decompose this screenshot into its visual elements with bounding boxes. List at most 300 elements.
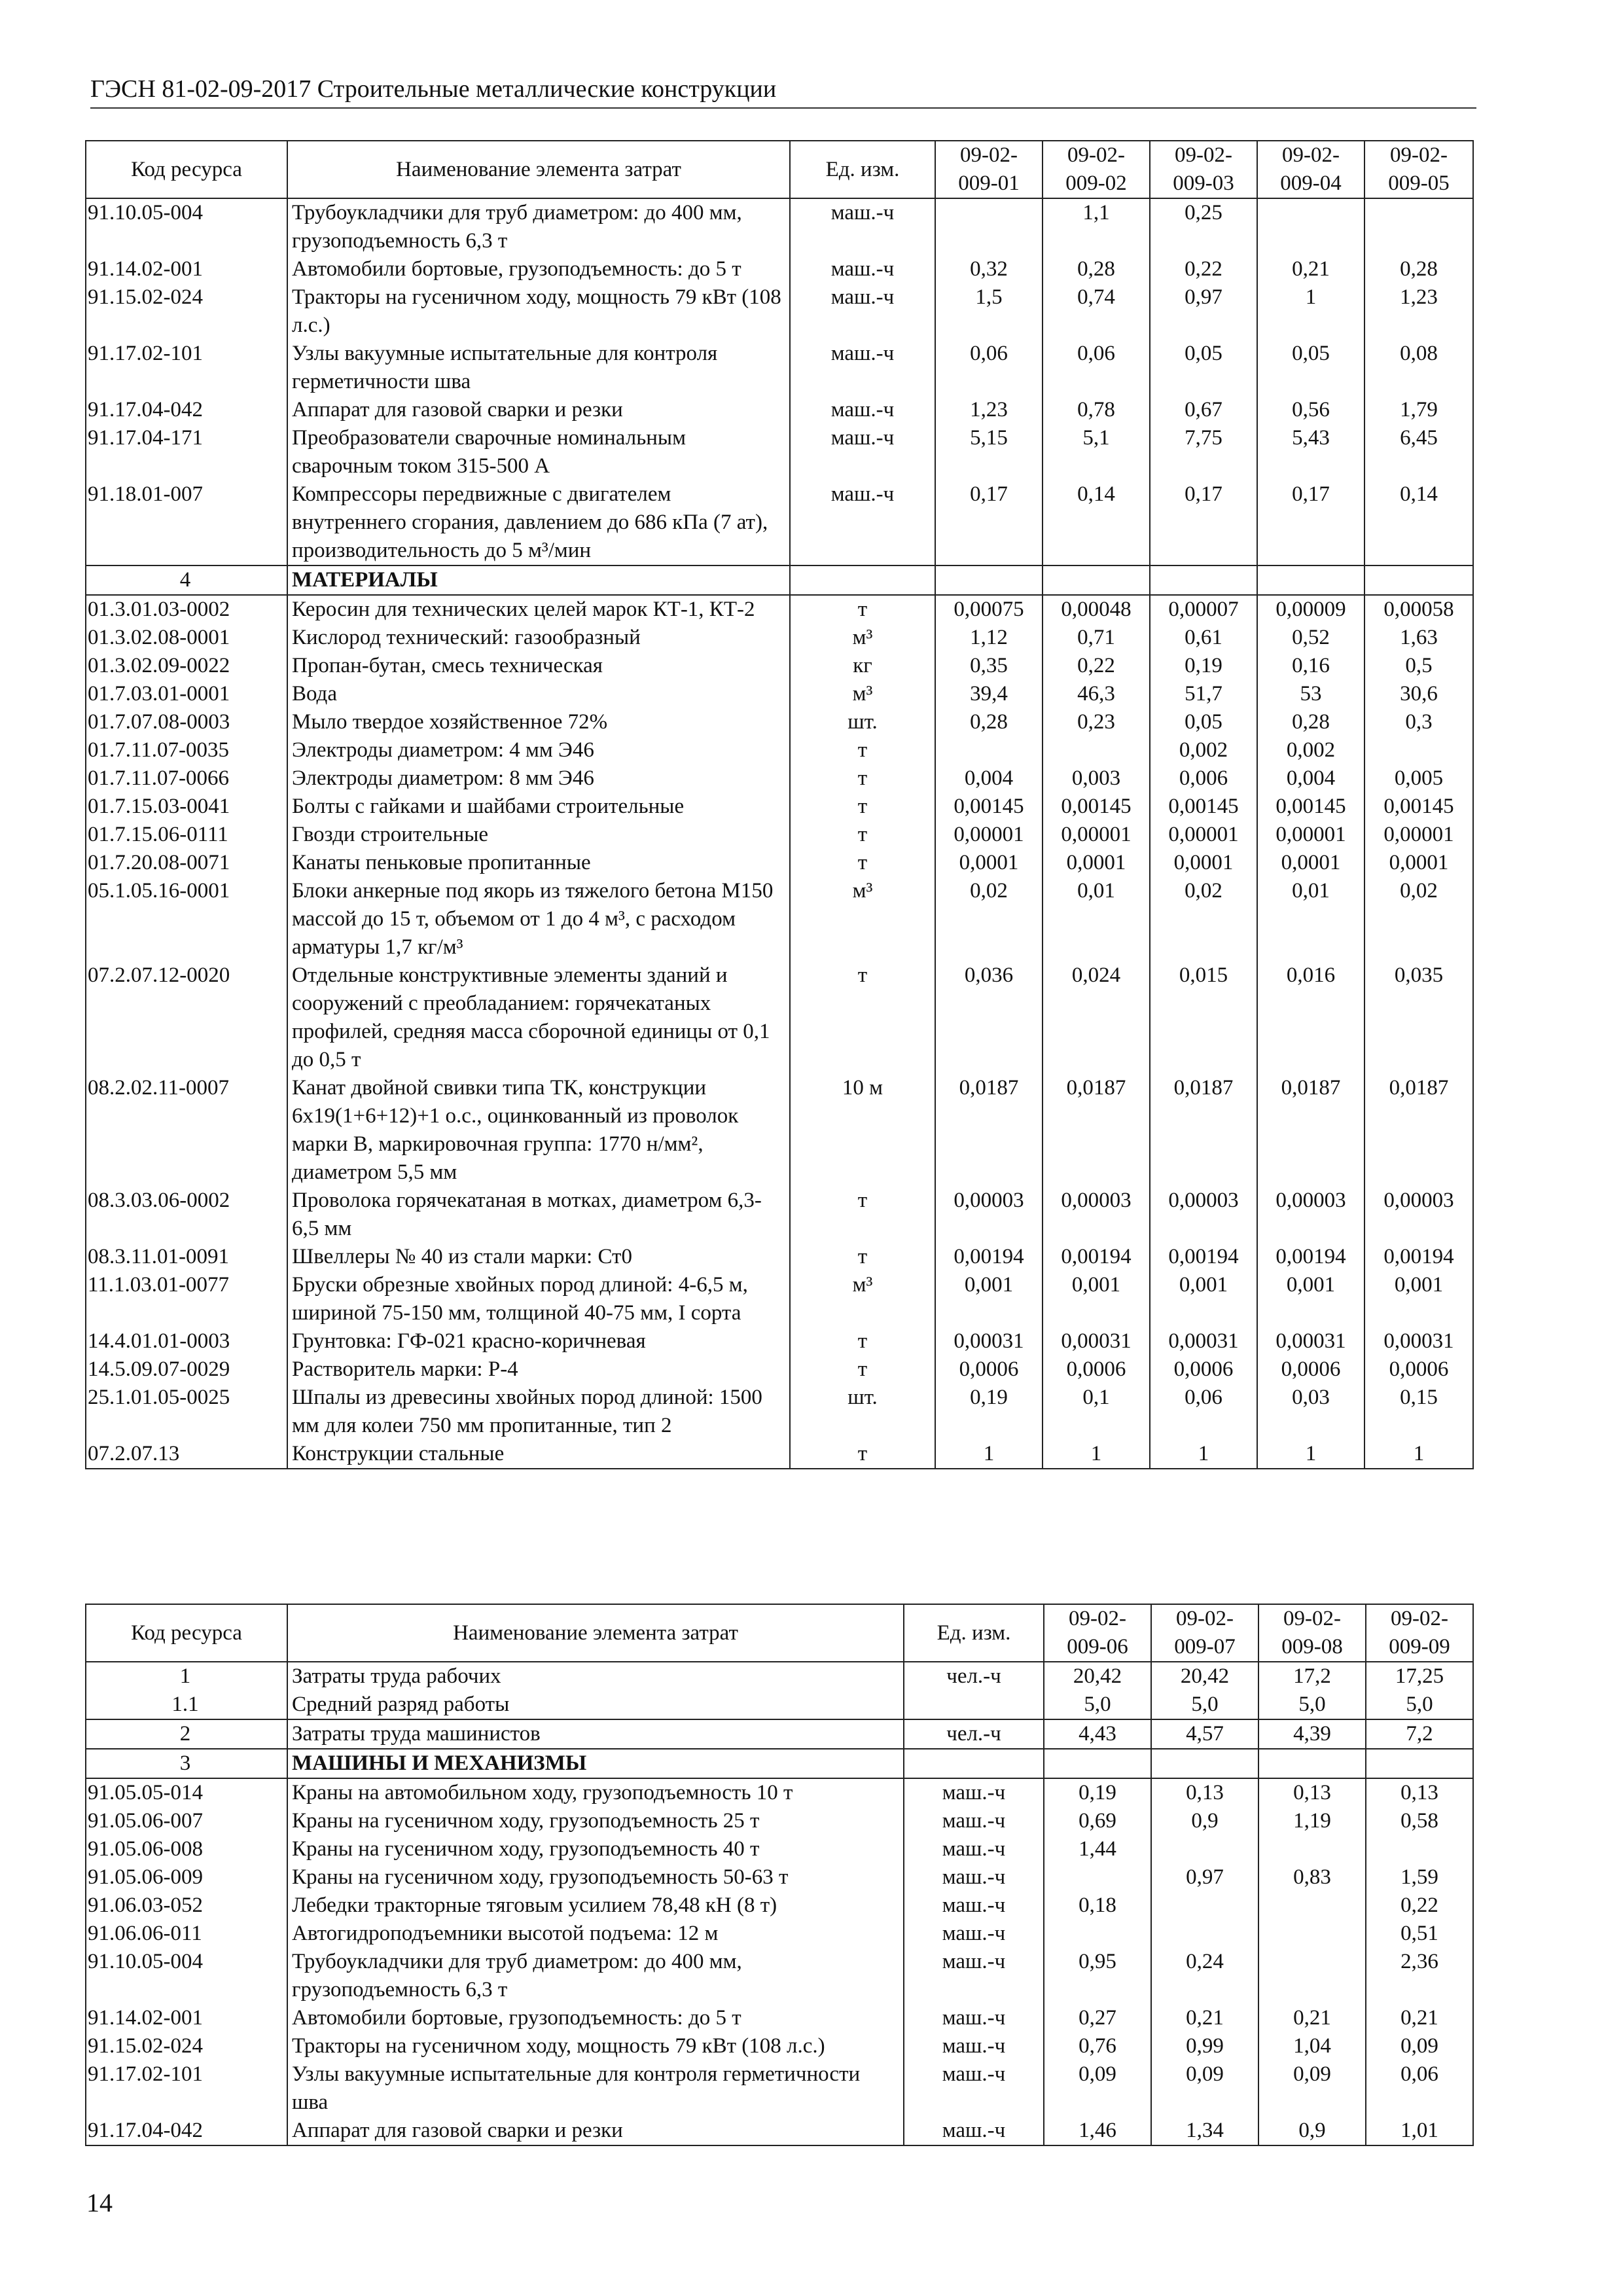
value-cell: 5,0 [1044, 1691, 1151, 1719]
value-cell [1257, 565, 1364, 595]
table-row [86, 198, 1473, 255]
resource-name-cell: Краны на автомобильном ходу, грузоподъемность 10 т [287, 1778, 904, 1807]
value-cell: 0,23 [1043, 708, 1150, 736]
resource-code-cell: 91.05.06-009 [86, 1863, 287, 1892]
value-cell: 0,9 [1258, 2117, 1366, 2145]
value-cell: 0,25 [1150, 198, 1257, 255]
value-cell: 1,23 [1364, 283, 1473, 340]
unit-cell: м³ [790, 1271, 935, 1327]
value-cell: 0,00145 [1043, 793, 1150, 821]
value-cell: 0,00145 [1150, 793, 1257, 821]
value-cell: 0,21 [1258, 2004, 1366, 2032]
value-cell: 0,015 [1150, 961, 1257, 1074]
value-cell [1151, 1749, 1258, 1778]
resource-name-cell: Преобразователи сварочные номинальным сварочным током 315-500 А [287, 424, 790, 480]
value-cell: 0,001 [1364, 1271, 1473, 1327]
value-cell: 46,3 [1043, 680, 1150, 708]
value-cell: 0,99 [1151, 2032, 1258, 2060]
resource-name-cell: Канат двойной свивки типа ТК, конструкции 6x19(1+6+12)+1 о.с., оцинкованный из проволок марки В, маркировочная группа: 1770 н/мм², диаметром 5,5 мм [287, 1074, 790, 1187]
table-row [86, 1719, 1473, 1749]
value-cell: 0,00194 [935, 1243, 1043, 1271]
table-row [86, 1892, 1473, 1920]
value-cell: 0,22 [1150, 255, 1257, 283]
header-column: 09-02- 009-09 [1366, 1604, 1473, 1662]
value-cell: 0,0006 [935, 1355, 1043, 1384]
resource-code-cell: 91.18.01-007 [86, 480, 287, 565]
value-cell: 1 [1043, 1440, 1150, 1469]
table-row [86, 680, 1473, 708]
unit-cell: маш.-ч [790, 396, 935, 424]
value-cell: 0,51 [1366, 1920, 1473, 1948]
unit-cell: маш.-ч [790, 255, 935, 283]
unit-cell: маш.-ч [790, 424, 935, 480]
resource-code-cell: 01.3.01.03-0002 [86, 595, 287, 624]
value-cell: 0,0187 [1150, 1074, 1257, 1187]
value-cell: 17,2 [1258, 1662, 1366, 1691]
value-cell [1151, 1892, 1258, 1920]
value-cell: 0,09 [1366, 2032, 1473, 2060]
page-number: 14 [86, 2188, 113, 2217]
resource-name-cell: Гвозди строительные [287, 821, 790, 849]
unit-cell: т [790, 821, 935, 849]
value-cell: 0,78 [1043, 396, 1150, 424]
value-cell: 1,46 [1044, 2117, 1151, 2145]
resource-code-cell: 2 [86, 1719, 287, 1749]
table-row [86, 1271, 1473, 1327]
value-cell: 0,19 [1150, 652, 1257, 680]
resource-code-cell: 01.7.11.07-0035 [86, 736, 287, 764]
header-column: 09-02- 009-03 [1150, 141, 1257, 198]
table-row [86, 1187, 1473, 1243]
resource-code-cell: 01.7.11.07-0066 [86, 764, 287, 793]
value-cell: 0,22 [1366, 1892, 1473, 1920]
table-body [86, 1662, 1473, 2145]
value-cell: 0,00194 [1257, 1243, 1364, 1271]
header-column: 09-02- 009-01 [935, 141, 1043, 198]
value-cell: 0,06 [935, 340, 1043, 396]
resource-name-cell: Автомобили бортовые, грузоподъемность: до 5 т [287, 255, 790, 283]
table-row [86, 255, 1473, 283]
resource-name-cell: Трубоукладчики для труб диаметром: до 400 мм, грузоподъемность 6,3 т [287, 1948, 904, 2004]
value-cell: 0,21 [1257, 255, 1364, 283]
unit-cell [790, 565, 935, 595]
unit-cell [904, 1749, 1044, 1778]
value-cell: 0,19 [1044, 1778, 1151, 1807]
value-cell: 0,00194 [1150, 1243, 1257, 1271]
table-row [86, 480, 1473, 565]
resource-code-cell: 01.7.07.08-0003 [86, 708, 287, 736]
table-row [86, 1920, 1473, 1948]
table-row [86, 849, 1473, 877]
value-cell [1151, 1835, 1258, 1863]
value-cell: 1,12 [935, 624, 1043, 652]
resource-name-cell: Затраты труда рабочих [287, 1662, 904, 1691]
resource-table-2 [85, 1604, 1474, 2146]
value-cell [1258, 1749, 1366, 1778]
value-cell: 1,19 [1258, 1807, 1366, 1835]
resource-name-cell: Автогидроподъемники высотой подъема: 12 м [287, 1920, 904, 1948]
table-row [86, 821, 1473, 849]
unit-cell: маш.-ч [904, 1835, 1044, 1863]
value-cell [1364, 736, 1473, 764]
value-cell: 0,024 [1043, 961, 1150, 1074]
table-row [86, 1948, 1473, 2004]
table-row [86, 595, 1473, 624]
value-cell: 0,001 [935, 1271, 1043, 1327]
resource-name-cell: Электроды диаметром: 4 мм Э46 [287, 736, 790, 764]
value-cell: 5,0 [1151, 1691, 1258, 1719]
value-cell: 0,16 [1257, 652, 1364, 680]
resource-code-cell: 14.4.01.01-0003 [86, 1327, 287, 1355]
table-header-row [86, 1604, 1473, 1662]
resource-name-cell: Электроды диаметром: 8 мм Э46 [287, 764, 790, 793]
header-unit: Ед. изм. [790, 141, 935, 198]
value-cell [1044, 1920, 1151, 1948]
value-cell: 1,63 [1364, 624, 1473, 652]
value-cell [1364, 198, 1473, 255]
header-column: 09-02- 009-05 [1364, 141, 1473, 198]
value-cell: 0,001 [1043, 1271, 1150, 1327]
value-cell: 1 [935, 1440, 1043, 1469]
resource-code-cell: 91.10.05-004 [86, 198, 287, 255]
value-cell: 39,4 [935, 680, 1043, 708]
unit-cell: маш.-ч [790, 480, 935, 565]
resource-code-cell: 05.1.05.16-0001 [86, 877, 287, 961]
resource-name-cell: Тракторы на гусеничном ходу, мощность 79 кВт (108 л.с.) [287, 2032, 904, 2060]
resource-code-cell: 91.15.02-024 [86, 2032, 287, 2060]
value-cell: 5,0 [1258, 1691, 1366, 1719]
resource-code-cell: 11.1.03.01-0077 [86, 1271, 287, 1327]
value-cell: 0,0006 [1150, 1355, 1257, 1384]
value-cell: 6,45 [1364, 424, 1473, 480]
unit-cell: маш.-ч [904, 2117, 1044, 2145]
value-cell: 0,00009 [1257, 595, 1364, 624]
value-cell: 0,9 [1151, 1807, 1258, 1835]
table-row [86, 793, 1473, 821]
value-cell: 1 [1257, 1440, 1364, 1469]
table-row [86, 1327, 1473, 1355]
value-cell: 0,035 [1364, 961, 1473, 1074]
value-cell: 0,28 [1364, 255, 1473, 283]
resource-code-cell: 08.2.02.11-0007 [86, 1074, 287, 1187]
value-cell: 0,5 [1364, 652, 1473, 680]
resource-table-1 [85, 140, 1474, 1469]
table-row [86, 736, 1473, 764]
header-code: Код ресурса [86, 1604, 287, 1662]
value-cell: 1 [1150, 1440, 1257, 1469]
value-cell: 1,79 [1364, 396, 1473, 424]
table-row [86, 1778, 1473, 1807]
unit-cell: т [790, 595, 935, 624]
value-cell: 0,002 [1150, 736, 1257, 764]
unit-cell: маш.-ч [904, 2060, 1044, 2117]
table-row [86, 1440, 1473, 1469]
header-column: 09-02- 009-02 [1043, 141, 1150, 198]
value-cell: 0,00031 [1043, 1327, 1150, 1355]
value-cell: 0,00003 [1364, 1187, 1473, 1243]
value-cell [1044, 1863, 1151, 1892]
value-cell: 0,001 [1150, 1271, 1257, 1327]
table-row [86, 424, 1473, 480]
value-cell [1151, 1920, 1258, 1948]
value-cell: 0,15 [1364, 1384, 1473, 1440]
resource-code-cell: 91.05.06-008 [86, 1835, 287, 1863]
table-row [86, 652, 1473, 680]
resource-code-cell: 1.1 [86, 1691, 287, 1719]
value-cell: 0,0006 [1257, 1355, 1364, 1384]
unit-cell: маш.-ч [904, 2032, 1044, 2060]
value-cell: 7,75 [1150, 424, 1257, 480]
table-row [86, 1355, 1473, 1384]
value-cell: 0,00007 [1150, 595, 1257, 624]
table-row [86, 340, 1473, 396]
value-cell: 0,05 [1150, 708, 1257, 736]
value-cell: 1,34 [1151, 2117, 1258, 2145]
value-cell: 0,005 [1364, 764, 1473, 793]
resource-name-cell: Тракторы на гусеничном ходу, мощность 79 кВт (108 л.с.) [287, 283, 790, 340]
value-cell: 17,25 [1366, 1662, 1473, 1691]
value-cell: 0,52 [1257, 624, 1364, 652]
value-cell: 0,00031 [1150, 1327, 1257, 1355]
unit-cell: маш.-ч [904, 1807, 1044, 1835]
value-cell: 53 [1257, 680, 1364, 708]
table-row [86, 2117, 1473, 2145]
value-cell: 0,13 [1151, 1778, 1258, 1807]
table-row [86, 283, 1473, 340]
value-cell: 0,21 [1151, 2004, 1258, 2032]
unit-cell: чел.-ч [904, 1719, 1044, 1749]
value-cell: 0,74 [1043, 283, 1150, 340]
unit-cell: маш.-ч [790, 340, 935, 396]
value-cell: 0,036 [935, 961, 1043, 1074]
value-cell: 0,0001 [1150, 849, 1257, 877]
value-cell: 1 [1257, 283, 1364, 340]
value-cell: 0,17 [1150, 480, 1257, 565]
resource-name-cell: Блоки анкерные под якорь из тяжелого бетона М150 массой до 15 т, объемом от 1 до 4 м³, с расходом арматуры 1,7 кг/м³ [287, 877, 790, 961]
value-cell: 0,14 [1043, 480, 1150, 565]
resource-name-cell: Аппарат для газовой сварки и резки [287, 2117, 904, 2145]
value-cell: 0,32 [935, 255, 1043, 283]
value-cell: 0,0187 [935, 1074, 1043, 1187]
header-column: 09-02- 009-04 [1257, 141, 1364, 198]
unit-cell: т [790, 1187, 935, 1243]
resource-name-cell: Кислород технический: газообразный [287, 624, 790, 652]
value-cell: 0,67 [1150, 396, 1257, 424]
value-cell: 0,0187 [1364, 1074, 1473, 1187]
value-cell: 0,28 [1043, 255, 1150, 283]
unit-cell: т [790, 1327, 935, 1355]
resource-name-cell: Компрессоры передвижные с двигателем внутреннего сгорания, давлением до 686 кПа (7 ат), производительность до 5 м³/мин [287, 480, 790, 565]
table-row [86, 1807, 1473, 1835]
value-cell: 0,00048 [1043, 595, 1150, 624]
resource-code-cell: 91.06.06-011 [86, 1920, 287, 1948]
value-cell: 0,00001 [1364, 821, 1473, 849]
resource-code-cell: 1 [86, 1662, 287, 1691]
value-cell: 1,44 [1044, 1835, 1151, 1863]
resource-code-cell: 25.1.01.05-0025 [86, 1384, 287, 1440]
value-cell: 5,43 [1257, 424, 1364, 480]
value-cell [935, 198, 1043, 255]
value-cell: 0,00001 [1257, 821, 1364, 849]
value-cell: 0,95 [1044, 1948, 1151, 2004]
resource-code-cell: 01.7.20.08-0071 [86, 849, 287, 877]
value-cell: 0,00001 [1150, 821, 1257, 849]
value-cell [1043, 565, 1150, 595]
value-cell: 5,1 [1043, 424, 1150, 480]
value-cell: 0,1 [1043, 1384, 1150, 1440]
unit-cell: маш.-ч [904, 1948, 1044, 2004]
value-cell: 0,24 [1151, 1948, 1258, 2004]
unit-cell: т [790, 1440, 935, 1469]
value-cell: 1,1 [1043, 198, 1150, 255]
unit-cell: м³ [790, 624, 935, 652]
value-cell: 0,09 [1258, 2060, 1366, 2117]
page-header-title: ГЭСН 81-02-09-2017 Строительные металлические конструкции [90, 73, 1476, 109]
value-cell: 0,61 [1150, 624, 1257, 652]
value-cell: 20,42 [1044, 1662, 1151, 1691]
header-unit: Ед. изм. [904, 1604, 1044, 1662]
value-cell: 0,06 [1150, 1384, 1257, 1440]
unit-cell: маш.-ч [790, 198, 935, 255]
table-row [86, 961, 1473, 1074]
value-cell: 0,003 [1043, 764, 1150, 793]
value-cell: 5,0 [1366, 1691, 1473, 1719]
header-name: Наименование элемента затрат [287, 1604, 904, 1662]
section-row [86, 1749, 1473, 1778]
value-cell [1364, 565, 1473, 595]
value-cell: 0,71 [1043, 624, 1150, 652]
resource-name-cell: Швеллеры № 40 из стали марки: Ст0 [287, 1243, 790, 1271]
value-cell: 0,0001 [1257, 849, 1364, 877]
resource-code-cell: 08.3.11.01-0091 [86, 1243, 287, 1271]
header-name: Наименование элемента затрат [287, 141, 790, 198]
value-cell: 0,0001 [935, 849, 1043, 877]
resource-code-cell: 91.17.02-101 [86, 2060, 287, 2117]
resource-name-cell: Краны на гусеничном ходу, грузоподъемность 50-63 т [287, 1863, 904, 1892]
value-cell: 0,006 [1150, 764, 1257, 793]
value-cell: 0,14 [1364, 480, 1473, 565]
unit-cell: м³ [790, 877, 935, 961]
value-cell: 0,17 [935, 480, 1043, 565]
value-cell: 7,2 [1366, 1719, 1473, 1749]
value-cell: 0,004 [1257, 764, 1364, 793]
unit-cell: маш.-ч [904, 1863, 1044, 1892]
value-cell: 0,02 [1364, 877, 1473, 961]
value-cell [1366, 1749, 1473, 1778]
unit-cell: т [790, 961, 935, 1074]
value-cell: 0,0006 [1364, 1355, 1473, 1384]
value-cell: 0,00031 [935, 1327, 1043, 1355]
resource-name-cell: Узлы вакуумные испытательные для контроля герметичности шва [287, 2060, 904, 2117]
unit-cell [904, 1691, 1044, 1719]
table-row [86, 1691, 1473, 1719]
resource-name-cell: Бруски обрезные хвойных пород длиной: 4-6,5 м, шириной 75-150 мм, толщиной 40-75 мм, I сорта [287, 1271, 790, 1327]
value-cell: 0,3 [1364, 708, 1473, 736]
value-cell: 0,09 [1044, 2060, 1151, 2117]
value-cell: 0,27 [1044, 2004, 1151, 2032]
unit-cell: маш.-ч [904, 2004, 1044, 2032]
value-cell [1258, 1920, 1366, 1948]
value-cell [1257, 198, 1364, 255]
value-cell: 0,69 [1044, 1807, 1151, 1835]
table-row [86, 1243, 1473, 1271]
value-cell: 0,00031 [1257, 1327, 1364, 1355]
value-cell [935, 565, 1043, 595]
resource-code-cell: 91.14.02-001 [86, 255, 287, 283]
resource-name-cell: Растворитель марки: Р-4 [287, 1355, 790, 1384]
resource-code-cell: 07.2.07.13 [86, 1440, 287, 1469]
table-row [86, 877, 1473, 961]
value-cell: 4,57 [1151, 1719, 1258, 1749]
table-row [86, 764, 1473, 793]
value-cell: 0,0187 [1257, 1074, 1364, 1187]
value-cell: 0,00058 [1364, 595, 1473, 624]
table-row [86, 708, 1473, 736]
value-cell: 0,00003 [935, 1187, 1043, 1243]
value-cell [1258, 1948, 1366, 2004]
resource-name-cell: Пропан-бутан, смесь техническая [287, 652, 790, 680]
table-row [86, 624, 1473, 652]
value-cell: 0,97 [1151, 1863, 1258, 1892]
unit-cell: т [790, 736, 935, 764]
value-cell: 0,0187 [1043, 1074, 1150, 1187]
resource-name-cell: Канаты пеньковые пропитанные [287, 849, 790, 877]
unit-cell: шт. [790, 1384, 935, 1440]
value-cell: 20,42 [1151, 1662, 1258, 1691]
resource-name-cell: Керосин для технических целей марок КТ-1, КТ-2 [287, 595, 790, 624]
table-row [86, 1384, 1473, 1440]
resource-name-cell: Конструкции стальные [287, 1440, 790, 1469]
resource-code-cell: 01.3.02.09-0022 [86, 652, 287, 680]
value-cell: 0,016 [1257, 961, 1364, 1074]
value-cell: 0,13 [1258, 1778, 1366, 1807]
resource-name-cell: Болты с гайками и шайбами строительные [287, 793, 790, 821]
value-cell: 0,004 [935, 764, 1043, 793]
value-cell: 1,59 [1366, 1863, 1473, 1892]
unit-cell: т [790, 764, 935, 793]
resource-code-cell: 91.15.02-024 [86, 283, 287, 340]
value-cell: 0,03 [1257, 1384, 1364, 1440]
resource-code-cell: 07.2.07.12-0020 [86, 961, 287, 1074]
value-cell: 0,00031 [1364, 1327, 1473, 1355]
value-cell: 4,43 [1044, 1719, 1151, 1749]
value-cell: 1,01 [1366, 2117, 1473, 2145]
header-code: Код ресурса [86, 141, 287, 198]
value-cell: 0,02 [935, 877, 1043, 961]
value-cell: 0,00075 [935, 595, 1043, 624]
value-cell: 0,02 [1150, 877, 1257, 961]
value-cell: 0,00194 [1043, 1243, 1150, 1271]
value-cell: 0,05 [1150, 340, 1257, 396]
value-cell: 0,00145 [935, 793, 1043, 821]
table-body [86, 198, 1473, 1469]
resource-code-cell: 91.05.06-007 [86, 1807, 287, 1835]
value-cell: 0,00194 [1364, 1243, 1473, 1271]
resource-code-cell: 01.3.02.08-0001 [86, 624, 287, 652]
resource-code-cell: 91.17.04-042 [86, 396, 287, 424]
unit-cell: чел.-ч [904, 1662, 1044, 1691]
value-cell: 0,76 [1044, 2032, 1151, 2060]
unit-cell: т [790, 849, 935, 877]
resource-code-cell: 08.3.03.06-0002 [86, 1187, 287, 1243]
table-row [86, 2032, 1473, 2060]
table-row [86, 1863, 1473, 1892]
value-cell: 0,00145 [1364, 793, 1473, 821]
table-row [86, 396, 1473, 424]
value-cell: 0,00001 [1043, 821, 1150, 849]
unit-cell: маш.-ч [790, 283, 935, 340]
resource-name-cell: Отдельные конструктивные элементы зданий и сооружений с преобладанием: горячекатаных профилей, средняя масса сборочной единицы от 0,1 до 0,5 т [287, 961, 790, 1074]
